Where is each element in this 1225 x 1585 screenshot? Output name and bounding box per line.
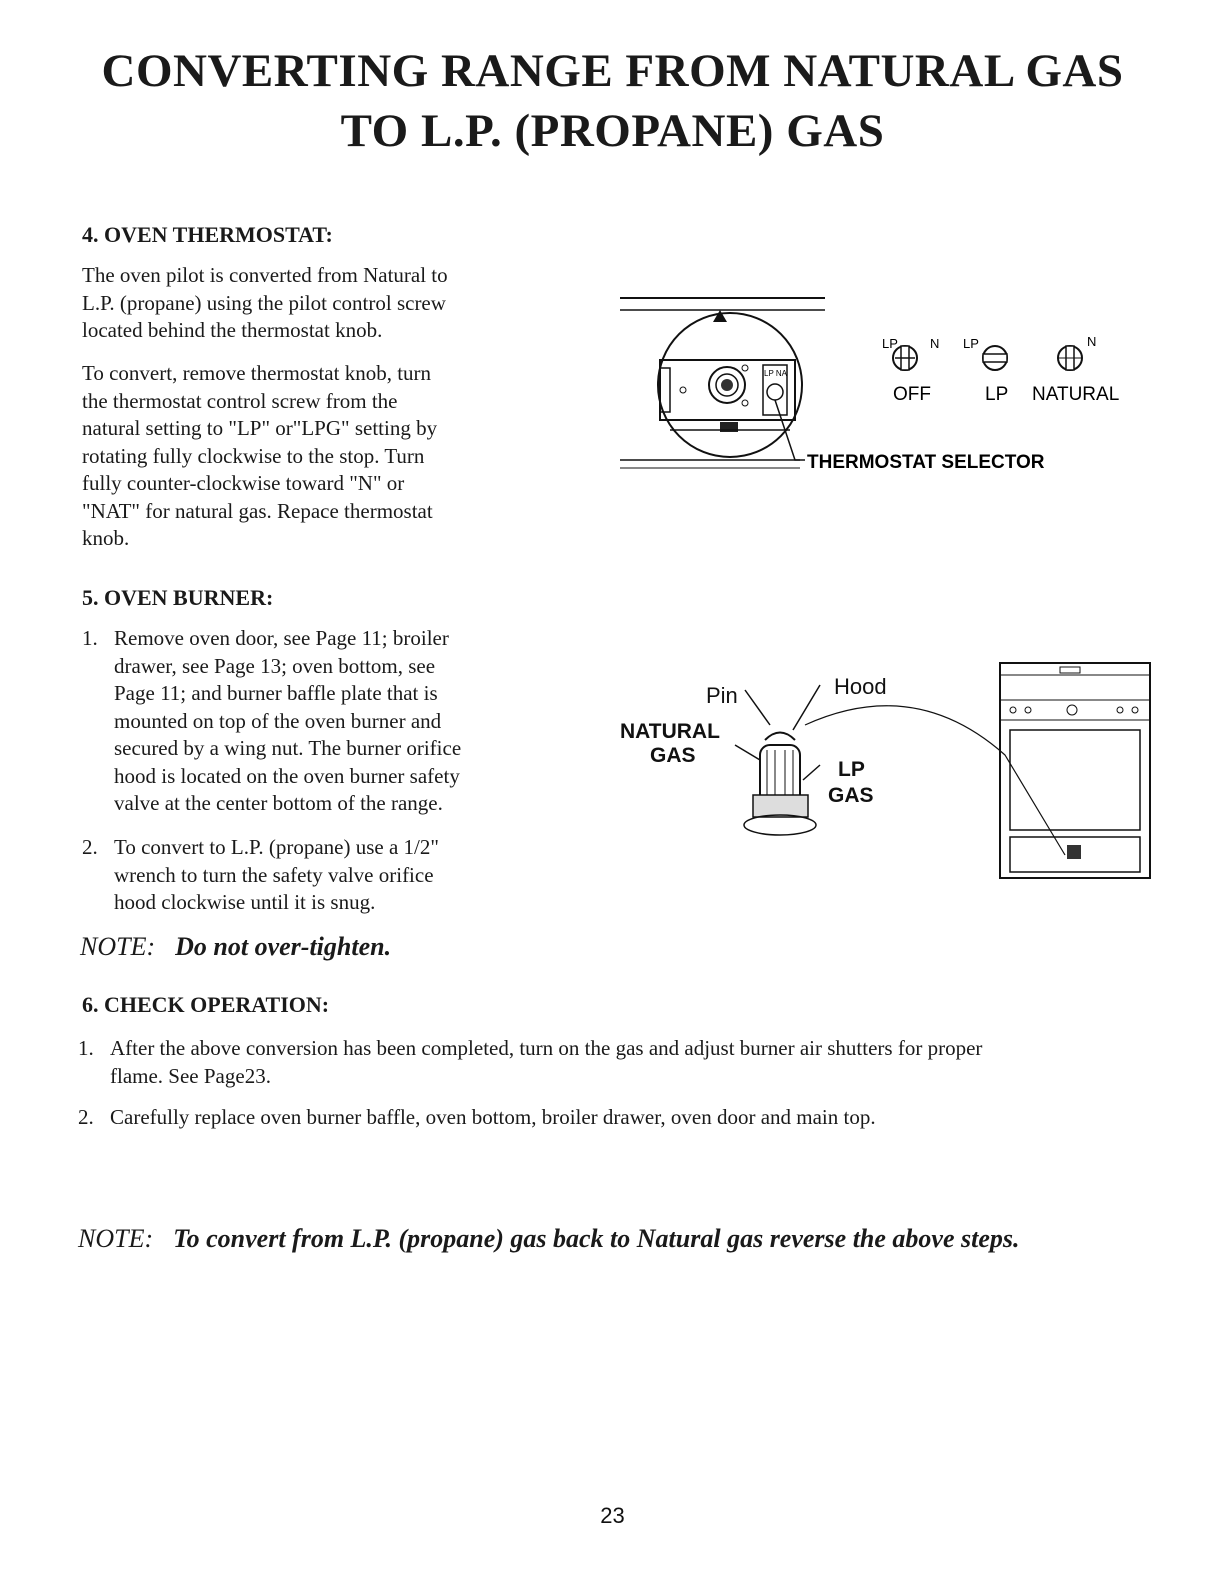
section-4-heading: 4. OVEN THERMOSTAT:: [82, 222, 333, 247]
section-6-heading: 6. CHECK OPERATION:: [82, 992, 330, 1017]
off-label: OFF: [893, 384, 931, 405]
hood-label: Hood: [834, 674, 887, 699]
section-5-item-1: 1. Remove oven door, see Page 11; broiler drawer, see Page 13; oven bottom, see Page 11; and burner baffle plate that is mounted on top of the oven burner and secured by a wing nut. The burner orifice hood is located on the oven burner safety valve at the center bottom of the range.: [82, 626, 462, 815]
section-4-paragraph-1: The oven pilot is converted from Natural to L.P. (propane) using the pilot control screw located behind the thermostat knob.: [82, 263, 448, 342]
section-5-note: NOTE: Do not over-tighten.: [80, 932, 392, 961]
final-note: NOTE: To convert from L.P. (propane) gas back to Natural gas reverse the above steps.: [78, 1224, 1020, 1253]
selector-natural-icon: [1058, 346, 1082, 370]
section-5-heading: 5. OVEN BURNER:: [82, 585, 274, 610]
inset-label: LP NA: [764, 369, 787, 378]
selector-lp-icon: [983, 346, 1007, 370]
page-title-line-1: CONVERTING RANGE FROM NATURAL GAS: [101, 45, 1124, 97]
lp-label: LP: [985, 384, 1009, 405]
section-6-item-1: 1. After the above conversion has been completed, turn on the gas and adjust burner air shutters for proper flame. See Page23.: [78, 1036, 983, 1088]
section-5-item-2: 2. To convert to L.P. (propane) use a 1/2" wrench to turn the safety valve orifice hood clockwise until it is snug.: [82, 835, 439, 914]
off-lp-label: LP: [882, 336, 898, 351]
burner-diagram: [615, 655, 1160, 885]
page-number: 23: [600, 1503, 625, 1528]
lp-gas-label: LP GAS: [828, 758, 874, 807]
off-n-label: N: [930, 336, 940, 351]
thermostat-selector-label: THERMOSTAT SELECTOR: [807, 452, 1045, 473]
natural-gas-label: NATURAL GAS: [620, 720, 720, 767]
thermostat-diagram: [615, 290, 1175, 490]
natural-label: NATURAL: [1032, 384, 1120, 405]
lp-lp-label: LP: [963, 336, 979, 351]
section-6-item-2: 2. Carefully replace oven burner baffle, oven bottom, broiler drawer, oven door and main top.: [78, 1105, 876, 1129]
pin-label: Pin: [706, 683, 738, 708]
nat-n-label: N: [1087, 334, 1097, 349]
section-4-paragraph-2: To convert, remove thermostat knob, turn the thermostat control screw from the natural setting to "LP" or"LPG" setting by rotating fully clockwise to the stop. Turn fully counter-clockwise toward "N" or "NAT" for natural gas. Repace thermostat knob.: [82, 361, 438, 550]
page-title-line-2: TO L.P. (PROPANE) GAS: [340, 105, 885, 157]
